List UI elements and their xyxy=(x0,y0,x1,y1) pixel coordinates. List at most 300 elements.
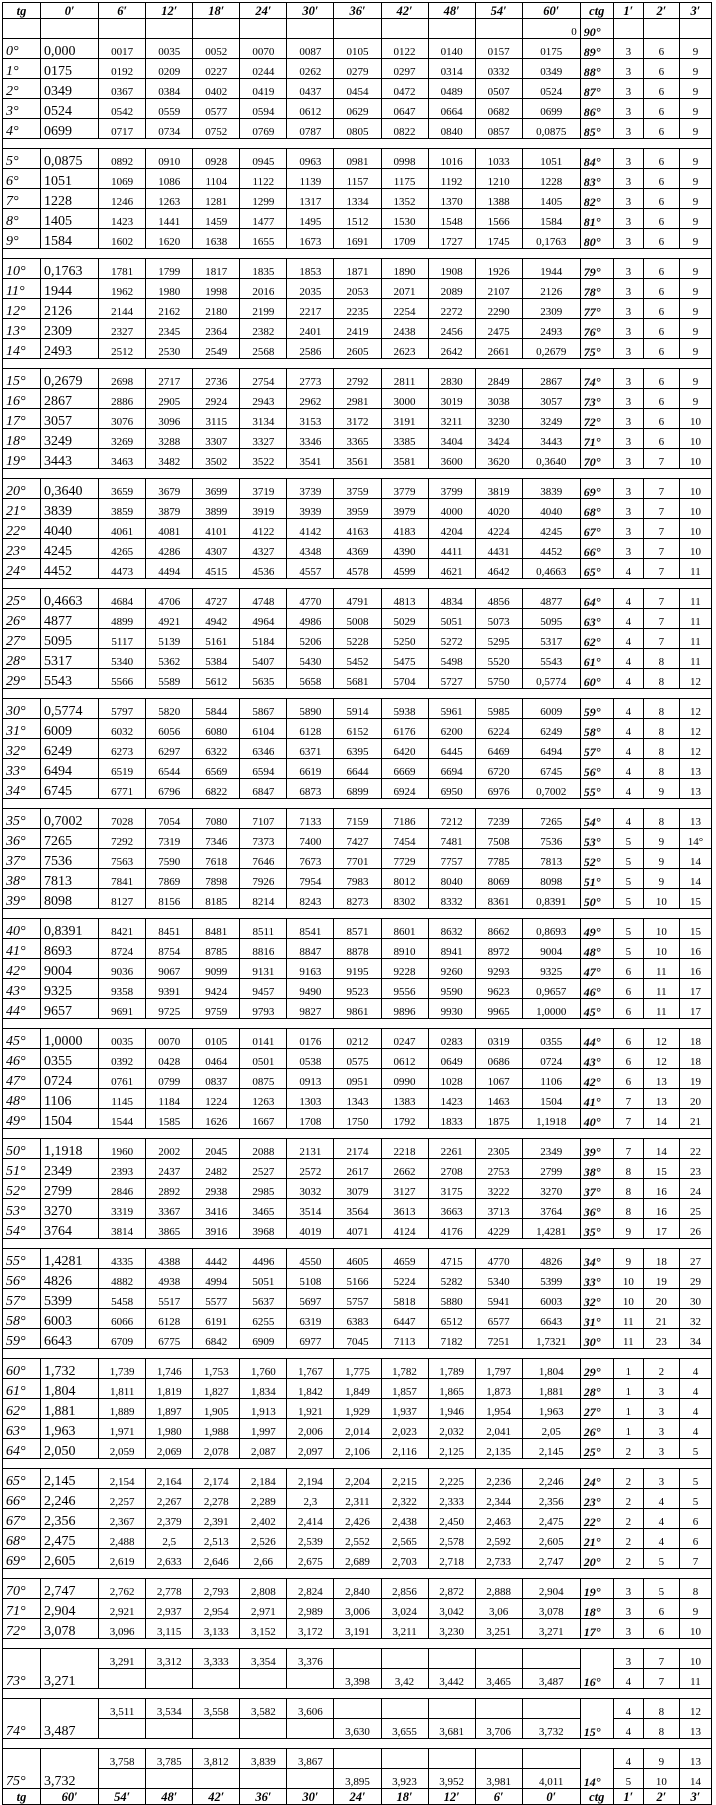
tg-value: 0787 xyxy=(287,119,334,139)
tg-value: 1566 xyxy=(475,209,522,229)
correction-value: 6 xyxy=(643,119,679,139)
tg-value: 0314 xyxy=(428,59,475,79)
tg-value: 1,834 xyxy=(240,1379,287,1399)
tg-value: 1,1918 xyxy=(522,1109,580,1129)
tg-value: 7182 xyxy=(428,1329,475,1349)
tg-value: 4899 xyxy=(99,609,146,629)
correction-value: 4 xyxy=(613,589,643,609)
correction-value: 5 xyxy=(613,869,643,889)
tg-value: 0,7002 xyxy=(522,779,580,799)
tg-value: 2,605 xyxy=(522,1529,580,1549)
tg-value: 3865 xyxy=(146,1219,193,1239)
tg-value: 2,904 xyxy=(522,1579,580,1599)
tg-value: 5166 xyxy=(334,1269,381,1289)
ctg-degree: 42° xyxy=(580,1069,613,1089)
tg-value: 3659 xyxy=(99,479,146,499)
tg-value: 6066 xyxy=(99,1309,146,1329)
tg-value: 4578 xyxy=(334,559,381,579)
tg-value: 0,2679 xyxy=(522,339,580,359)
correction-value: 5 xyxy=(613,889,643,909)
correction-value: 3 xyxy=(613,1599,643,1619)
tg-value: 1,881 xyxy=(41,1399,99,1419)
group-spacer xyxy=(3,909,712,919)
tg-degree: 71° xyxy=(3,1599,41,1619)
tg-value: 0212 xyxy=(334,1029,381,1049)
tg-value: 2254 xyxy=(381,299,428,319)
tg-value: 8273 xyxy=(334,889,381,909)
tg-value: 3,354 xyxy=(240,1649,287,1669)
tg-value: 6709 xyxy=(99,1329,146,1349)
tg-value: 7054 xyxy=(146,809,193,829)
correction-value: 4 xyxy=(613,719,643,739)
tg-value: 8451 xyxy=(146,919,193,939)
tg-value: 9325 xyxy=(41,979,99,999)
correction-value: 30 xyxy=(679,1289,711,1309)
tg-value: 2623 xyxy=(381,339,428,359)
tg-value: 0,1763 xyxy=(522,229,580,249)
correction-value: 16 xyxy=(679,939,711,959)
tg-value: 0649 xyxy=(428,1049,475,1069)
correction-value: 5 xyxy=(679,1469,711,1489)
empty-cell xyxy=(146,19,193,39)
ctg-degree: 20° xyxy=(580,1549,613,1569)
tg-value: 1620 xyxy=(146,229,193,249)
tg-value: 5029 xyxy=(381,609,428,629)
table-row xyxy=(3,1359,712,1379)
tg-value: 5430 xyxy=(287,649,334,669)
ctg-degree: 36° xyxy=(580,1199,613,1219)
table-row xyxy=(3,629,712,649)
ctg-degree: 54° xyxy=(580,809,613,829)
header-cell: tg xyxy=(3,3,41,19)
tg-value: 7813 xyxy=(522,849,580,869)
tg-value: 5658 xyxy=(287,669,334,689)
spacer-cell xyxy=(3,249,712,259)
tg-value: 4834 xyxy=(428,589,475,609)
tg-value: 7869 xyxy=(146,869,193,889)
ctg-degree: 77° xyxy=(580,299,613,319)
tg-value: 2,246 xyxy=(41,1489,99,1509)
tg-value: 5340 xyxy=(475,1269,522,1289)
tg-value: 5543 xyxy=(41,669,99,689)
tg-value: 5520 xyxy=(475,649,522,669)
empty-cell xyxy=(146,1669,193,1689)
tg-value: 4813 xyxy=(381,589,428,609)
correction-value: 6 xyxy=(643,299,679,319)
tg-value: 5697 xyxy=(287,1289,334,1309)
tg-value: 2131 xyxy=(287,1139,334,1159)
tg-value: 9228 xyxy=(381,959,428,979)
tg-value: 4142 xyxy=(287,519,334,539)
correction-value: 3 xyxy=(613,59,643,79)
tg-value: 2,747 xyxy=(522,1549,580,1569)
tg-value: 1,789 xyxy=(428,1359,475,1379)
tg-value: 2605 xyxy=(334,339,381,359)
tg-value: 7536 xyxy=(522,829,580,849)
tg-value: 3,251 xyxy=(475,1619,522,1639)
tg-value: 5095 xyxy=(522,609,580,629)
correction-value: 1 xyxy=(613,1419,643,1439)
empty-cell xyxy=(41,19,99,39)
tg-value: 2754 xyxy=(240,369,287,389)
table-row xyxy=(3,1439,712,1459)
tg-value: 1086 xyxy=(146,169,193,189)
ctg-degree: 26° xyxy=(580,1419,613,1439)
tg-value: 5750 xyxy=(475,669,522,689)
tg-value: 3385 xyxy=(381,429,428,449)
tg-value: 1,929 xyxy=(334,1399,381,1419)
ctg-degree: 15° xyxy=(580,1699,613,1739)
tg-value: 7028 xyxy=(99,809,146,829)
ctg-degree: 33° xyxy=(580,1269,613,1289)
table-row xyxy=(3,739,712,759)
tg-value: 6003 xyxy=(522,1289,580,1309)
correction-value: 18 xyxy=(679,1029,711,1049)
tg-value: 8972 xyxy=(475,939,522,959)
correction-value: 7 xyxy=(643,1669,679,1689)
tg-value: 0577 xyxy=(193,99,240,119)
tg-value: 6273 xyxy=(99,739,146,759)
correction-value: 1 xyxy=(613,1379,643,1399)
tg-value: 3270 xyxy=(522,1179,580,1199)
ctg-degree: 47° xyxy=(580,959,613,979)
tg-value: 2867 xyxy=(41,389,99,409)
tg-value: 1,797 xyxy=(475,1359,522,1379)
tg-value: 0,3640 xyxy=(522,449,580,469)
tg-value: 9099 xyxy=(193,959,240,979)
tg-value: 2,356 xyxy=(522,1489,580,1509)
tg-value: 4388 xyxy=(146,1249,193,1269)
tg-value: 9590 xyxy=(428,979,475,999)
tg-value: 1,782 xyxy=(381,1359,428,1379)
tg-value: 0724 xyxy=(41,1069,99,1089)
tg-value: 3,271 xyxy=(522,1619,580,1639)
tg-value: 0612 xyxy=(381,1049,428,1069)
tg-value: 6128 xyxy=(146,1309,193,1329)
spacer-cell xyxy=(3,1639,712,1649)
tg-value: 6873 xyxy=(287,779,334,799)
tg-value: 7107 xyxy=(240,809,287,829)
tg-value: 2,619 xyxy=(99,1549,146,1569)
tg-value: 4327 xyxy=(240,539,287,559)
tg-value: 8601 xyxy=(381,919,428,939)
header-cell: 54′ xyxy=(99,1789,146,1805)
tg-value: 0209 xyxy=(146,59,193,79)
tg-value: 9725 xyxy=(146,999,193,1019)
tg-value: 9490 xyxy=(287,979,334,999)
tg-value: 1960 xyxy=(99,1139,146,1159)
tg-value: 1383 xyxy=(381,1089,428,1109)
tg-value: 3916 xyxy=(193,1219,240,1239)
tg-value: 3939 xyxy=(287,499,334,519)
tg-value: 5161 xyxy=(193,629,240,649)
correction-value: 6 xyxy=(643,169,679,189)
ctg-degree: 39° xyxy=(580,1139,613,1159)
tg-value: 2549 xyxy=(193,339,240,359)
tg-value: 6469 xyxy=(475,739,522,759)
tg-value: 5184 xyxy=(240,629,287,649)
tg-value: 2,718 xyxy=(428,1549,475,1569)
tg-value: 0501 xyxy=(240,1049,287,1069)
correction-value: 14 xyxy=(679,849,711,869)
tg-value: 0981 xyxy=(334,149,381,169)
tg-value: 3191 xyxy=(381,409,428,429)
ctg-degree: 30° xyxy=(580,1329,613,1349)
correction-value: 3 xyxy=(613,429,643,449)
tg-value: 0,000 xyxy=(41,39,99,59)
tg-value: 3,812 xyxy=(193,1749,240,1769)
tg-value: 2943 xyxy=(240,389,287,409)
tg-value: 4101 xyxy=(193,519,240,539)
tg-value: 2,402 xyxy=(240,1509,287,1529)
tg-value: 0,7002 xyxy=(41,809,99,829)
tg-value: 1263 xyxy=(146,189,193,209)
tg-value: 2,747 xyxy=(41,1579,99,1599)
ctg-degree: 37° xyxy=(580,1179,613,1199)
correction-value: 6 xyxy=(679,1509,711,1529)
tg-value: 9759 xyxy=(193,999,240,1019)
header-cell: 6′ xyxy=(475,1789,522,1805)
correction-value: 3 xyxy=(613,99,643,119)
tg-value: 4715 xyxy=(428,1249,475,1269)
table-row xyxy=(3,1089,712,1109)
tg-value: 0367 xyxy=(99,79,146,99)
tg-value: 4473 xyxy=(99,559,146,579)
tg-value: 2493 xyxy=(41,339,99,359)
ctg-degree: 65° xyxy=(580,559,613,579)
spacer-cell xyxy=(3,359,712,369)
tg-value: 1104 xyxy=(193,169,240,189)
tg-value: 2,154 xyxy=(99,1469,146,1489)
correction-value: 4 xyxy=(679,1419,711,1439)
correction-value: 6 xyxy=(643,319,679,339)
tg-value: 4964 xyxy=(240,609,287,629)
correction-value: 20 xyxy=(643,1289,679,1309)
tg-value: 2,552 xyxy=(334,1529,381,1549)
tg-value: 1998 xyxy=(193,279,240,299)
tg-degree: 8° xyxy=(3,209,41,229)
tg-value: 1423 xyxy=(99,209,146,229)
tg-value: 6032 xyxy=(99,719,146,739)
tg-value: 5008 xyxy=(334,609,381,629)
tg-value: 3319 xyxy=(99,1199,146,1219)
tg-value: 1,881 xyxy=(522,1379,580,1399)
tg-value: 1,857 xyxy=(381,1379,428,1399)
tg-value: 8571 xyxy=(334,919,381,939)
correction-value: 11 xyxy=(613,1309,643,1329)
correction-value: 12 xyxy=(679,739,711,759)
tg-value: 2512 xyxy=(99,339,146,359)
table-row xyxy=(3,1109,712,1129)
tg-value: 1544 xyxy=(99,1109,146,1129)
tg-value: 1281 xyxy=(193,189,240,209)
tg-value: 3327 xyxy=(240,429,287,449)
correction-value: 11 xyxy=(679,629,711,649)
correction-value: 7 xyxy=(643,609,679,629)
tg-value: 3,398 xyxy=(334,1669,381,1689)
tg-value: 6976 xyxy=(475,779,522,799)
spacer-cell xyxy=(3,1019,712,1029)
tg-value: 2642 xyxy=(428,339,475,359)
correction-value: 7 xyxy=(643,519,679,539)
tg-value: 3,923 xyxy=(381,1769,428,1789)
tg-value: 0,5774 xyxy=(522,669,580,689)
tg-value: 5818 xyxy=(381,1289,428,1309)
group-spacer xyxy=(3,249,712,259)
tg-value: 0752 xyxy=(193,119,240,139)
ctg-degree: 32° xyxy=(580,1289,613,1309)
tg-value: 3482 xyxy=(146,449,193,469)
tg-value: 0769 xyxy=(240,119,287,139)
tg-value: 2045 xyxy=(193,1139,240,1159)
tg-value: 0,1763 xyxy=(41,259,99,279)
tg-value: 0699 xyxy=(41,119,99,139)
tg-degree: 20° xyxy=(3,479,41,499)
correction-value: 3 xyxy=(613,519,643,539)
correction-value: 4 xyxy=(613,649,643,669)
tg-value: 2,438 xyxy=(381,1509,428,1529)
correction-value: 13 xyxy=(643,1069,679,1089)
tg-value: 3,785 xyxy=(146,1749,193,1769)
tg-value: 8724 xyxy=(99,939,146,959)
tg-value: 2,267 xyxy=(146,1489,193,1509)
table-row xyxy=(3,1309,712,1329)
tg-value: 3307 xyxy=(193,429,240,449)
tg-value: 2088 xyxy=(240,1139,287,1159)
empty-cell xyxy=(428,1699,475,1719)
tg-value: 3,078 xyxy=(522,1599,580,1619)
tg-value: 6346 xyxy=(240,739,287,759)
correction-value: 8 xyxy=(643,699,679,719)
tg-value: 2419 xyxy=(334,319,381,339)
tg-value: 0857 xyxy=(475,119,522,139)
tg-value: 9004 xyxy=(41,959,99,979)
tg-value: 2572 xyxy=(287,1159,334,1179)
tg-value: 2349 xyxy=(522,1139,580,1159)
tg-value: 4390 xyxy=(381,539,428,559)
tg-value: 6371 xyxy=(287,739,334,759)
tg-value: 5757 xyxy=(334,1289,381,1309)
tg-value: 3367 xyxy=(146,1199,193,1219)
correction-value: 11 xyxy=(679,559,711,579)
tg-value: 6322 xyxy=(193,739,240,759)
ctg-degree: 84° xyxy=(580,149,613,169)
tg-degree: 65° xyxy=(3,1469,41,1489)
correction-value: 10 xyxy=(679,449,711,469)
tg-value: 6720 xyxy=(475,759,522,779)
correction-value: 11 xyxy=(679,609,711,629)
tg-value: 1871 xyxy=(334,259,381,279)
tg-value: 2,488 xyxy=(99,1529,146,1549)
tg-value: 3076 xyxy=(99,409,146,429)
correction-value: 6 xyxy=(643,429,679,449)
tg-value: 5399 xyxy=(522,1269,580,1289)
tg-value: 1667 xyxy=(240,1109,287,1129)
tg-value: 3270 xyxy=(41,1199,99,1219)
correction-value: 11 xyxy=(643,979,679,999)
correction-value: 10 xyxy=(613,1289,643,1309)
tg-value: 6249 xyxy=(522,719,580,739)
tg-value: 6420 xyxy=(381,739,428,759)
tg-value: 9358 xyxy=(99,979,146,999)
tg-value: 8878 xyxy=(334,939,381,959)
correction-value: 5 xyxy=(679,1489,711,1509)
tg-value: 1,804 xyxy=(522,1359,580,1379)
empty-cell xyxy=(522,1699,580,1719)
tg-value: 1228 xyxy=(41,189,99,209)
tg-degree: 33° xyxy=(3,759,41,779)
tg-value: 1051 xyxy=(41,169,99,189)
tg-value: 3,534 xyxy=(146,1699,193,1719)
tg-value: 1,889 xyxy=(99,1399,146,1419)
tg-value: 2,215 xyxy=(381,1469,428,1489)
tg-value: 7251 xyxy=(475,1329,522,1349)
tg-value: 1405 xyxy=(41,209,99,229)
tg-value: 3,706 xyxy=(475,1719,522,1739)
correction-value: 10 xyxy=(643,919,679,939)
tg-value: 3,732 xyxy=(41,1749,99,1789)
tg-value: 4452 xyxy=(41,559,99,579)
tg-value: 3541 xyxy=(287,449,334,469)
tg-value: 3514 xyxy=(287,1199,334,1219)
correction-value: 6 xyxy=(643,279,679,299)
correction-value: 6 xyxy=(613,999,643,1019)
tg-value: 2,135 xyxy=(475,1439,522,1459)
tg-value: 2,513 xyxy=(193,1529,240,1549)
tg-value: 2,565 xyxy=(381,1529,428,1549)
tg-value: 4442 xyxy=(193,1249,240,1269)
tg-value: 2698 xyxy=(99,369,146,389)
tg-value: 1944 xyxy=(41,279,99,299)
tg-value: 6191 xyxy=(193,1309,240,1329)
tg-value: 1548 xyxy=(428,209,475,229)
group-spacer xyxy=(3,1349,712,1359)
tg-value: 5224 xyxy=(381,1269,428,1289)
tg-value: 4431 xyxy=(475,539,522,559)
tg-value: 5384 xyxy=(193,649,240,669)
tg-value: 4536 xyxy=(240,559,287,579)
correction-value: 11 xyxy=(679,589,711,609)
tg-value: 3,078 xyxy=(41,1619,99,1639)
correction-value: 2 xyxy=(613,1509,643,1529)
tg-value: 2,526 xyxy=(240,1529,287,1549)
tg-value: 2586 xyxy=(287,339,334,359)
tg-value: 4286 xyxy=(146,539,193,559)
correction-value: 13 xyxy=(679,779,711,799)
correction-value: 3 xyxy=(613,259,643,279)
tg-degree: 30° xyxy=(3,699,41,719)
correction-value: 13 xyxy=(643,1089,679,1109)
tg-value: 1530 xyxy=(381,209,428,229)
tg-value: 7045 xyxy=(334,1329,381,1349)
tg-degree: 0° xyxy=(3,39,41,59)
tg-value: 1028 xyxy=(428,1069,475,1089)
tg-value: 7536 xyxy=(41,849,99,869)
tg-degree: 31° xyxy=(3,719,41,739)
correction-value: 34 xyxy=(679,1329,711,1349)
tg-value: 1,819 xyxy=(146,1379,193,1399)
tg-value: 0,0875 xyxy=(41,149,99,169)
correction-value: 8 xyxy=(643,759,679,779)
table-row xyxy=(3,1289,712,1309)
tg-value: 2,041 xyxy=(475,1419,522,1439)
tg-value: 6619 xyxy=(287,759,334,779)
tg-value: 8632 xyxy=(428,919,475,939)
tg-value: 2,733 xyxy=(475,1549,522,1569)
tg-value: 6494 xyxy=(522,739,580,759)
ctg-degree: 19° xyxy=(580,1579,613,1599)
group-spacer xyxy=(3,359,712,369)
